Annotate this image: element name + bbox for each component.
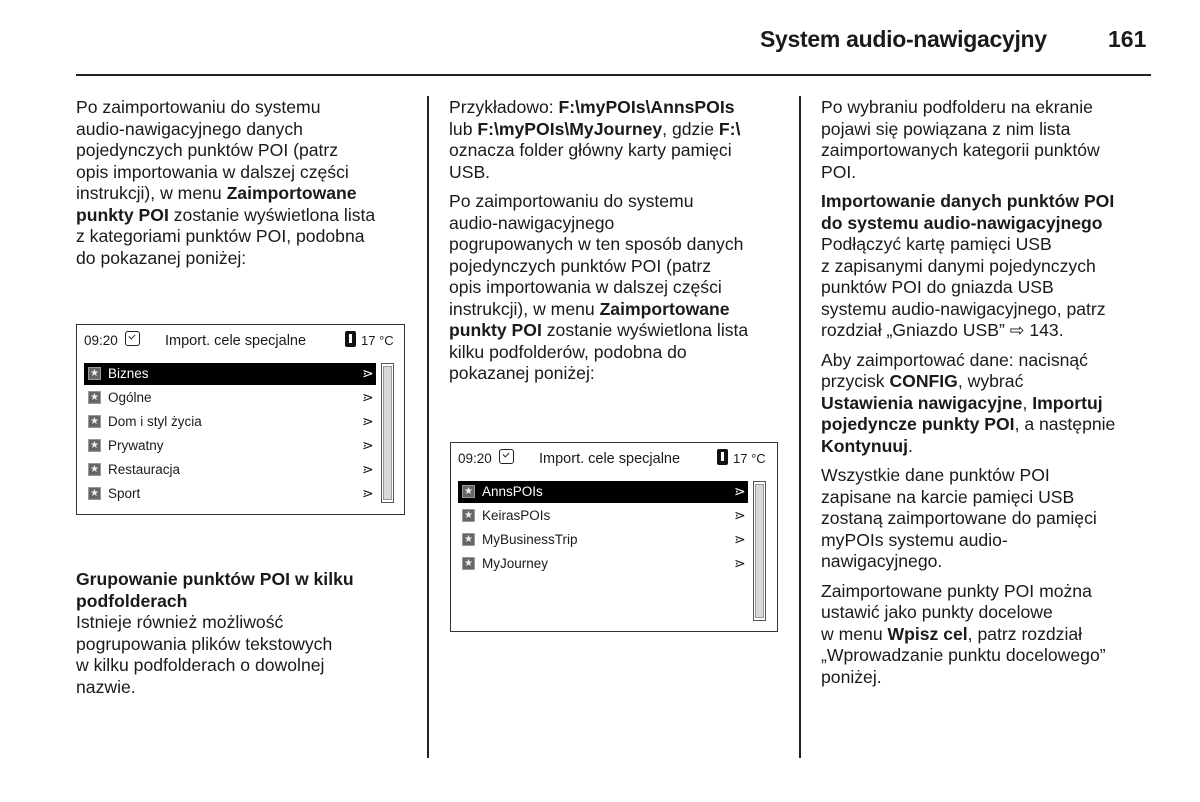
- chevron-right-icon: ⋗: [734, 531, 746, 547]
- chevron-right-icon: ⋗: [734, 555, 746, 571]
- list-item-label: Sport: [108, 486, 141, 501]
- list-item[interactable]: [84, 363, 376, 385]
- list-item[interactable]: [84, 387, 376, 409]
- clock-time: 09:20: [458, 451, 492, 466]
- column-divider-1: [427, 96, 429, 758]
- temperature: 17 °C: [361, 333, 394, 348]
- list-item-label: Prywatny: [108, 438, 164, 453]
- scrollbar[interactable]: [753, 481, 766, 621]
- list-item[interactable]: [458, 529, 748, 551]
- list-item[interactable]: [458, 481, 748, 503]
- list-item-label: KeirasPOIs: [482, 508, 551, 523]
- star-icon: ★: [462, 509, 475, 522]
- paragraph-grouping: Istnieje również możliwość pogrupowania plików tekstowych w kilku podfolderach o dowolnej nazwie.: [76, 612, 333, 697]
- star-icon: ★: [88, 391, 101, 404]
- scrollbar-thumb[interactable]: [383, 366, 392, 500]
- section-heading-import: Importowanie danych punktów POI do systemu audio-nawigacyjnego: [821, 191, 1115, 233]
- list-item-label: Biznes: [108, 366, 149, 381]
- clock-time: 09:20: [84, 333, 118, 348]
- clock-icon: [499, 449, 514, 464]
- chevron-right-icon: ⋗: [362, 437, 374, 453]
- chevron-right-icon: ⋗: [362, 389, 374, 405]
- chevron-right-icon: ⋗: [362, 461, 374, 477]
- page-number: 161: [1108, 26, 1147, 52]
- scrollbar[interactable]: [381, 363, 394, 503]
- paragraph-subfolders: Po zaimportowaniu do systemu audio-nawigacyjnego pogrupowanych w ten sposób danych pojedynczych punktów POI (patrz opis importowania w dalszej części instrukcji), w menu Zaimportowane punkty POI zostanie wyświetlona lista kilku podfolderów, podobna do pokazanej poniżej:: [449, 191, 749, 383]
- column-divider-2: [799, 96, 801, 758]
- house-icon: ★: [88, 415, 101, 428]
- paragraph-intro: Po zaimportowaniu do systemu audio-nawigacyjnego danych pojedynczych punktów POI (patrz opis importowania w dalszej części instrukcji), w menu Zaimportowane punkty POI zostanie wyświetlona lista z kategoriami punktów POI, podobna do pokazanej poniżej:: [76, 97, 376, 268]
- list-item-label: AnnsPOIs: [482, 484, 543, 499]
- paragraph-import-steps: Aby zaimportować dane: nacisnąć przycisk CONFIG, wybrać Ustawienia nawigacyjne, Importuj pojedyncze punkty POI, a następnie Kontynuuj.: [821, 349, 1116, 456]
- folder-icon: ★: [88, 439, 101, 452]
- star-icon: ★: [462, 557, 475, 570]
- section-heading-grouping: Grupowanie punktów POI w kilku podfolderach: [76, 569, 354, 611]
- sport-icon: ★: [88, 487, 101, 500]
- star-icon: ★: [462, 533, 475, 546]
- chevron-right-icon: ⋗: [734, 483, 746, 499]
- screen-subfolders: [450, 442, 778, 632]
- paragraph-connect-usb: Podłączyć kartę pamięci USB z zapisanymi danymi pojedynczych punktów POI do gniazda USB systemu audio-nawigacyjnego, patrz rozdział „Gniazdo USB” ⇨ 143.: [821, 234, 1106, 340]
- list-item-label: MyJourney: [482, 556, 549, 571]
- screen-status-bar: [451, 443, 777, 475]
- list-item-label: MyBusinessTrip: [482, 532, 578, 547]
- column-3: [821, 97, 1156, 696]
- column-2: [449, 97, 784, 393]
- list-item[interactable]: [458, 505, 748, 527]
- list-item-label: Ogólne: [108, 390, 152, 405]
- column-1-lower: [76, 569, 411, 706]
- paragraph-destinations: Zaimportowane punkty POI można ustawić jako punkty docelowe w menu Wpisz cel, patrz rozdział „Wprowadzanie punktu docelowego” poniżej.: [821, 580, 1106, 687]
- list-item-label: Dom i styl życia: [108, 414, 202, 429]
- column-1: [76, 97, 411, 277]
- chevron-right-icon: ⋗: [362, 485, 374, 501]
- chevron-right-icon: ⋗: [362, 413, 374, 429]
- screen-title: Import. cele specjalne: [165, 333, 307, 349]
- page-title: System audio-nawigacyjny: [760, 26, 1047, 52]
- screen-title: Import. cele specjalne: [539, 451, 681, 467]
- restaurant-icon: ★: [88, 463, 101, 476]
- paragraph-all-data: Wszystkie dane punktów POI zapisane na karcie pamięci USB zostaną zaimportowane do pamięci myPOIs systemu audio- nawigacyjnego.: [821, 465, 1097, 571]
- list-item[interactable]: [84, 411, 376, 433]
- temperature: 17 °C: [733, 451, 766, 466]
- chevron-right-icon: ⋗: [734, 507, 746, 523]
- list-item[interactable]: [84, 483, 376, 505]
- thermometer-icon: [345, 331, 356, 347]
- list-item[interactable]: [458, 553, 748, 575]
- business-icon: ★: [88, 367, 101, 380]
- paragraph-example: Przykładowo: F:\myPOIs\AnnsPOIs lub F:\myPOIs\MyJourney, gdzie F:\ oznacza folder główny karty pamięci USB.: [449, 97, 741, 182]
- chevron-right-icon: ⋗: [362, 365, 374, 381]
- list-item[interactable]: [84, 459, 376, 481]
- clock-icon: [125, 331, 140, 346]
- screen-categories: [76, 324, 405, 515]
- screen-status-bar: [77, 325, 404, 357]
- scrollbar-thumb[interactable]: [755, 484, 764, 618]
- thermometer-icon: [717, 449, 728, 465]
- list-item-label: Restauracja: [108, 462, 181, 477]
- paragraph-subfolder-selected: Po wybraniu podfolderu na ekranie pojawi się powiązana z nim lista zaimportowanych kategorii punktów POI.: [821, 97, 1100, 182]
- star-icon: ★: [462, 485, 475, 498]
- list-item[interactable]: [84, 435, 376, 457]
- header-rule: [76, 74, 1151, 76]
